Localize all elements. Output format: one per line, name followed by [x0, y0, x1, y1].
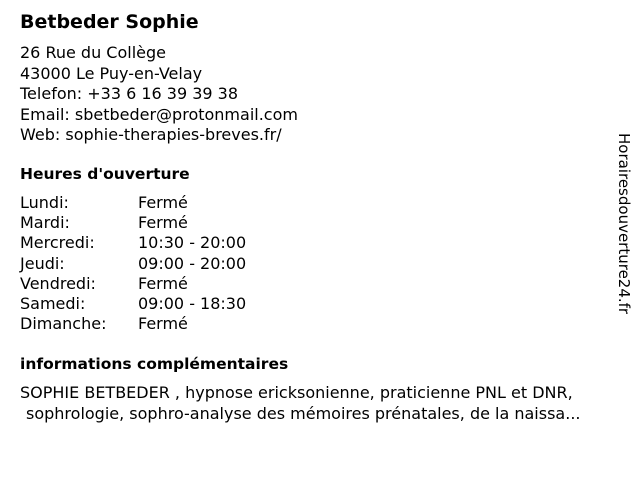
contact-block [20, 43, 298, 146]
address-street: 26 Rue du Collège [20, 43, 166, 62]
day-hours: Fermé [138, 273, 188, 293]
day-hours: 09:00 - 18:30 [138, 293, 247, 313]
additional-info-text [20, 382, 635, 424]
email-address: Email: sbetbeder@protonmail.com [20, 104, 298, 124]
description-line: SOPHIE BETBEDER , hypnose ericksonienne, praticienne PNL et DNR, [20, 383, 573, 402]
day-hours: Fermé [138, 213, 188, 233]
day-label: Jeudi: [20, 253, 65, 273]
watermark-text: Horairesdouverture24.fr [615, 133, 633, 315]
day-label: Dimanche: [20, 314, 107, 334]
day-hours: 09:00 - 20:00 [138, 253, 247, 273]
business-name: Betbeder Sophie [20, 11, 199, 33]
opening-hours-heading: Heures d'ouverture [20, 165, 190, 183]
description-line: sophrologie, sophro-analyse des mémoires prénatales, de la naissa... [26, 404, 581, 423]
address-city: 43000 Le Puy-en-Velay [20, 63, 203, 83]
day-label: Vendredi: [20, 273, 96, 293]
day-label: Mardi: [20, 213, 70, 233]
site-watermark [613, 133, 635, 343]
day-hours: Fermé [138, 314, 188, 334]
additional-info-heading: informations complémentaires [20, 355, 289, 373]
phone-number: Telefon: +33 6 16 39 39 38 [20, 84, 239, 103]
day-hours: 10:30 - 20:00 [138, 233, 247, 253]
day-label: Lundi: [20, 193, 69, 212]
website: Web: sophie-therapies-breves.fr/ [20, 125, 282, 144]
day-label: Samedi: [20, 293, 86, 313]
day-label: Mercredi: [20, 233, 95, 253]
day-hours: Fermé [138, 193, 188, 212]
